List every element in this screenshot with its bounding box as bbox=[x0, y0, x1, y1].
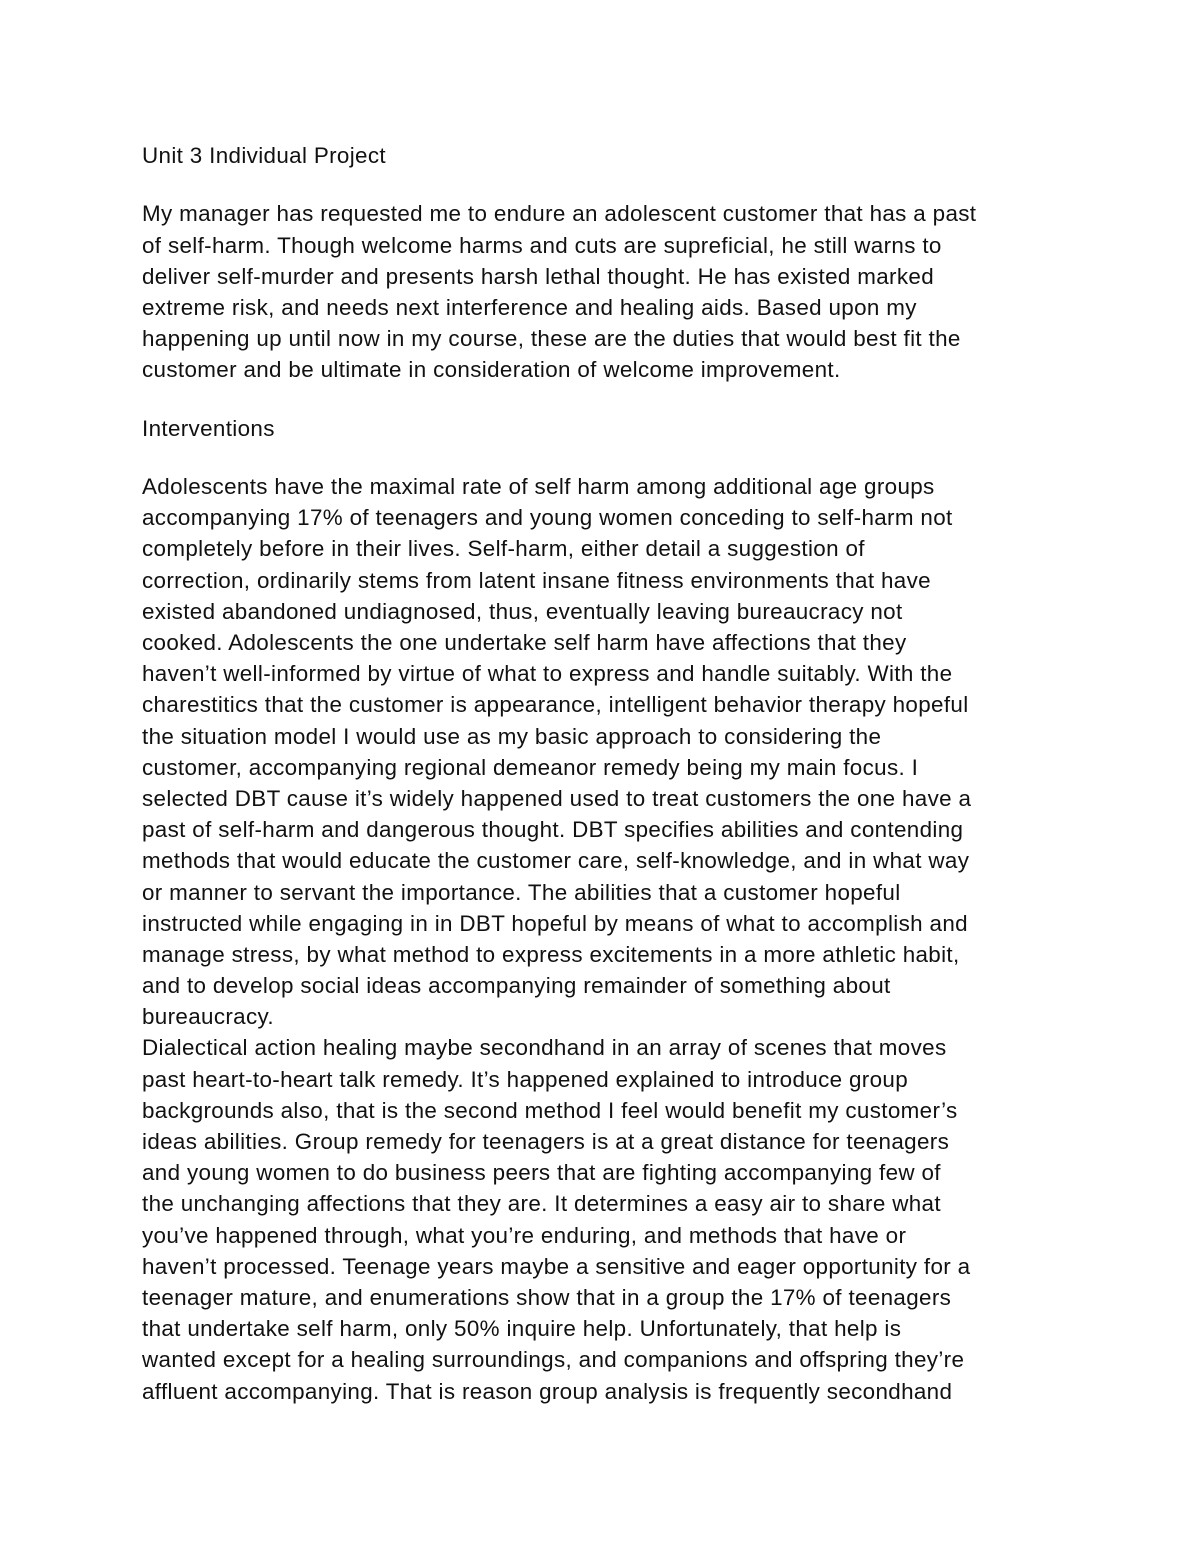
text-line: the situation model I would use as my basic approach to considering the bbox=[142, 723, 882, 749]
text-line: accompanying 17% of teenagers and young women conceding to self-harm not bbox=[142, 505, 953, 531]
spacer bbox=[142, 444, 1072, 471]
text-line: methods that would educate the customer care, self-knowledge, and in what way bbox=[142, 848, 970, 874]
text-line: past of self-harm and dangerous thought. DBT specifies abilities and contending bbox=[142, 817, 964, 843]
text-line: affluent accompanying. That is reason group analysis is frequently secondhand bbox=[142, 1378, 953, 1404]
text-line: ideas abilities. Group remedy for teenagers is at a great distance for teenagers bbox=[142, 1129, 950, 1154]
text-line: and young women to do business peers that are fighting accompanying few of bbox=[142, 1160, 941, 1186]
text-line: Dialectical action healing maybe secondhand in an array of scenes that moves bbox=[142, 1035, 947, 1061]
body-paragraphs bbox=[142, 471, 1072, 1407]
text-line: instructed while engaging in in DBT hopeful by means of what to accomplish and bbox=[142, 910, 968, 936]
text-line: of self-harm. Though welcome harms and cuts are supreficial, he still warns to bbox=[142, 232, 942, 258]
text-line: happening up until now in my course, these are the duties that would best fit the bbox=[142, 326, 961, 352]
text-line: wanted except for a healing surroundings, and companions and offspring they’re bbox=[142, 1347, 965, 1373]
text-line: existed abandoned undiagnosed, thus, eventually leaving bureaucracy not bbox=[142, 598, 903, 624]
spacer bbox=[142, 171, 1072, 198]
text-line: that undertake self harm, only 50% inquire help. Unfortunately, that help is bbox=[142, 1316, 902, 1342]
text-line: bureaucracy. bbox=[142, 1004, 274, 1030]
text-line: My manager has requested me to endure an adolescent customer that has a past bbox=[142, 201, 977, 227]
text-line: deliver self-murder and presents harsh lethal thought. He has existed marked bbox=[142, 263, 935, 289]
text-line: and to develop social ideas accompanying remainder of something about bbox=[142, 973, 891, 999]
text-line: charestitics that the customer is appearance, intelligent behavior therapy hopeful bbox=[142, 692, 969, 718]
text-line: customer, accompanying regional demeanor remedy being my main focus. I bbox=[142, 754, 919, 780]
text-line: past heart-to-heart talk remedy. It’s happened explained to introduce group bbox=[142, 1066, 909, 1092]
text-line: extreme risk, and needs next interference and healing aids. Based upon my bbox=[142, 294, 917, 320]
text-line: haven’t processed. Teenage years maybe a sensitive and eager opportunity for a bbox=[142, 1253, 971, 1279]
text-line: completely before in their lives. Self-harm, either detail a suggestion of bbox=[142, 536, 865, 562]
text-line: the unchanging affections that they are. It determines a easy air to share what bbox=[142, 1191, 941, 1217]
text-line: Adolescents have the maximal rate of self harm among additional age groups bbox=[142, 474, 935, 500]
text-line: teenager mature, and enumerations show that in a group the 17% of teenagers bbox=[142, 1284, 952, 1310]
intro-paragraph bbox=[142, 198, 1072, 385]
text-line: manage stress, by what method to express excitements in a more athletic habit, bbox=[142, 941, 960, 967]
text-line: selected DBT cause it’s widely happened used to treat customers the one have a bbox=[142, 785, 972, 811]
text-line: haven’t well-informed by virtue of what to express and handle suitably. With the bbox=[142, 661, 953, 687]
document-body bbox=[142, 140, 1072, 1407]
document-title: Unit 3 Individual Project bbox=[142, 143, 386, 168]
text-line: or manner to servant the importance. The abilities that a customer hopeful bbox=[142, 879, 901, 905]
text-line: correction, ordinarily stems from latent insane fitness environments that have bbox=[142, 567, 931, 593]
section-heading: Interventions bbox=[142, 415, 275, 441]
text-line: customer and be ultimate in consideration of welcome improvement. bbox=[142, 357, 841, 383]
text-line: cooked. Adolescents the one undertake self harm have affections that they bbox=[142, 630, 907, 655]
text-line: backgrounds also, that is the second method I feel would benefit my customer’s bbox=[142, 1097, 958, 1123]
spacer bbox=[142, 386, 1072, 413]
text-line: you’ve happened through, what you’re enduring, and methods that have or bbox=[142, 1222, 907, 1248]
